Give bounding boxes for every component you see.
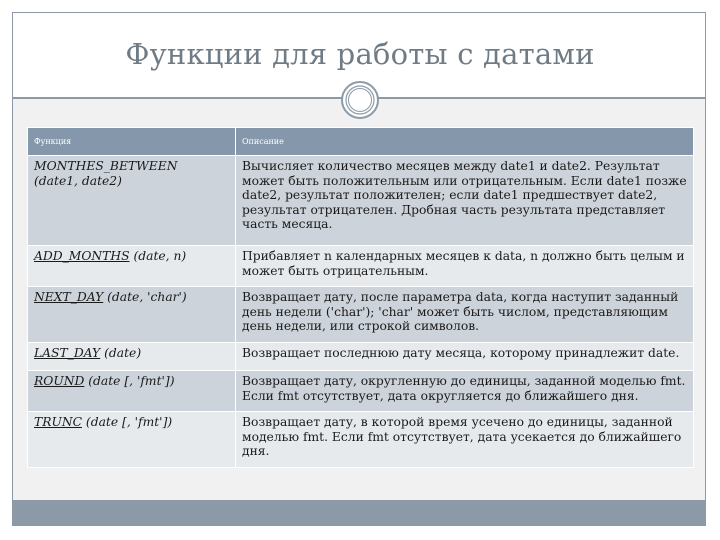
function-args: (date, 'char')	[103, 290, 187, 304]
function-args: (date, n)	[129, 249, 187, 263]
circle-ornament-icon	[340, 80, 380, 120]
function-cell	[28, 343, 236, 371]
description-cell: Возвращает дату, после параметра data, когда наступит заданный день недели ('char'); 'char' может быть числом, представляющим день недели, или строкой символов.	[236, 287, 694, 343]
function-name: TRUNC	[34, 415, 82, 429]
function-args: (date [, 'fmt'])	[84, 374, 175, 388]
bottom-bar	[12, 500, 706, 526]
function-args: (date1, date2)	[34, 173, 122, 188]
table-row	[28, 412, 694, 468]
function-name: ROUND	[34, 374, 85, 388]
table-row	[28, 156, 694, 246]
description-cell: Возвращает дату, округленную до единицы, заданной моделью fmt. Если fmt отсутствует, дата округляется до ближайшего дня.	[236, 371, 694, 412]
header-description: Описание	[236, 128, 694, 156]
function-name: NEXT_DAY	[34, 290, 104, 304]
function-cell	[28, 287, 236, 343]
table-header-row	[28, 128, 694, 156]
table-row	[28, 343, 694, 371]
function-cell	[28, 246, 236, 287]
function-name: MONTHES_BETWEEN	[34, 159, 178, 173]
function-cell	[28, 156, 236, 246]
functions-table	[27, 127, 694, 468]
description-cell: Возвращает последнюю дату месяца, которому принадлежит date.	[236, 343, 694, 371]
function-name: LAST_DAY	[34, 346, 101, 360]
slide-title: Функции для работы с датами	[125, 37, 595, 71]
description-cell: Вычисляет количество месяцев между date1 и date2. Результат может быть положительным или отрицательным. Если date1 позже date2, результат положителен; если date1 предшествует date2, результат отрицателен. Дробная часть результата представляет часть месяца.	[236, 156, 694, 246]
function-args: (date)	[100, 346, 142, 360]
function-cell	[28, 412, 236, 468]
function-name: ADD_MONTHS	[34, 249, 130, 263]
description-cell: Возвращает дату, в которой время усечено до единицы, заданной моделью fmt. Если fmt отсутствует, дата усекается до ближайшего дня.	[236, 412, 694, 468]
table-row	[28, 287, 694, 343]
table-row	[28, 371, 694, 412]
function-args: (date [, 'fmt'])	[82, 415, 173, 429]
function-cell	[28, 371, 236, 412]
header-function: Функция	[28, 128, 236, 156]
description-cell: Прибавляет n календарных месяцев к data, n должно быть целым и может быть отрицательным.	[236, 246, 694, 287]
table-row	[28, 246, 694, 287]
